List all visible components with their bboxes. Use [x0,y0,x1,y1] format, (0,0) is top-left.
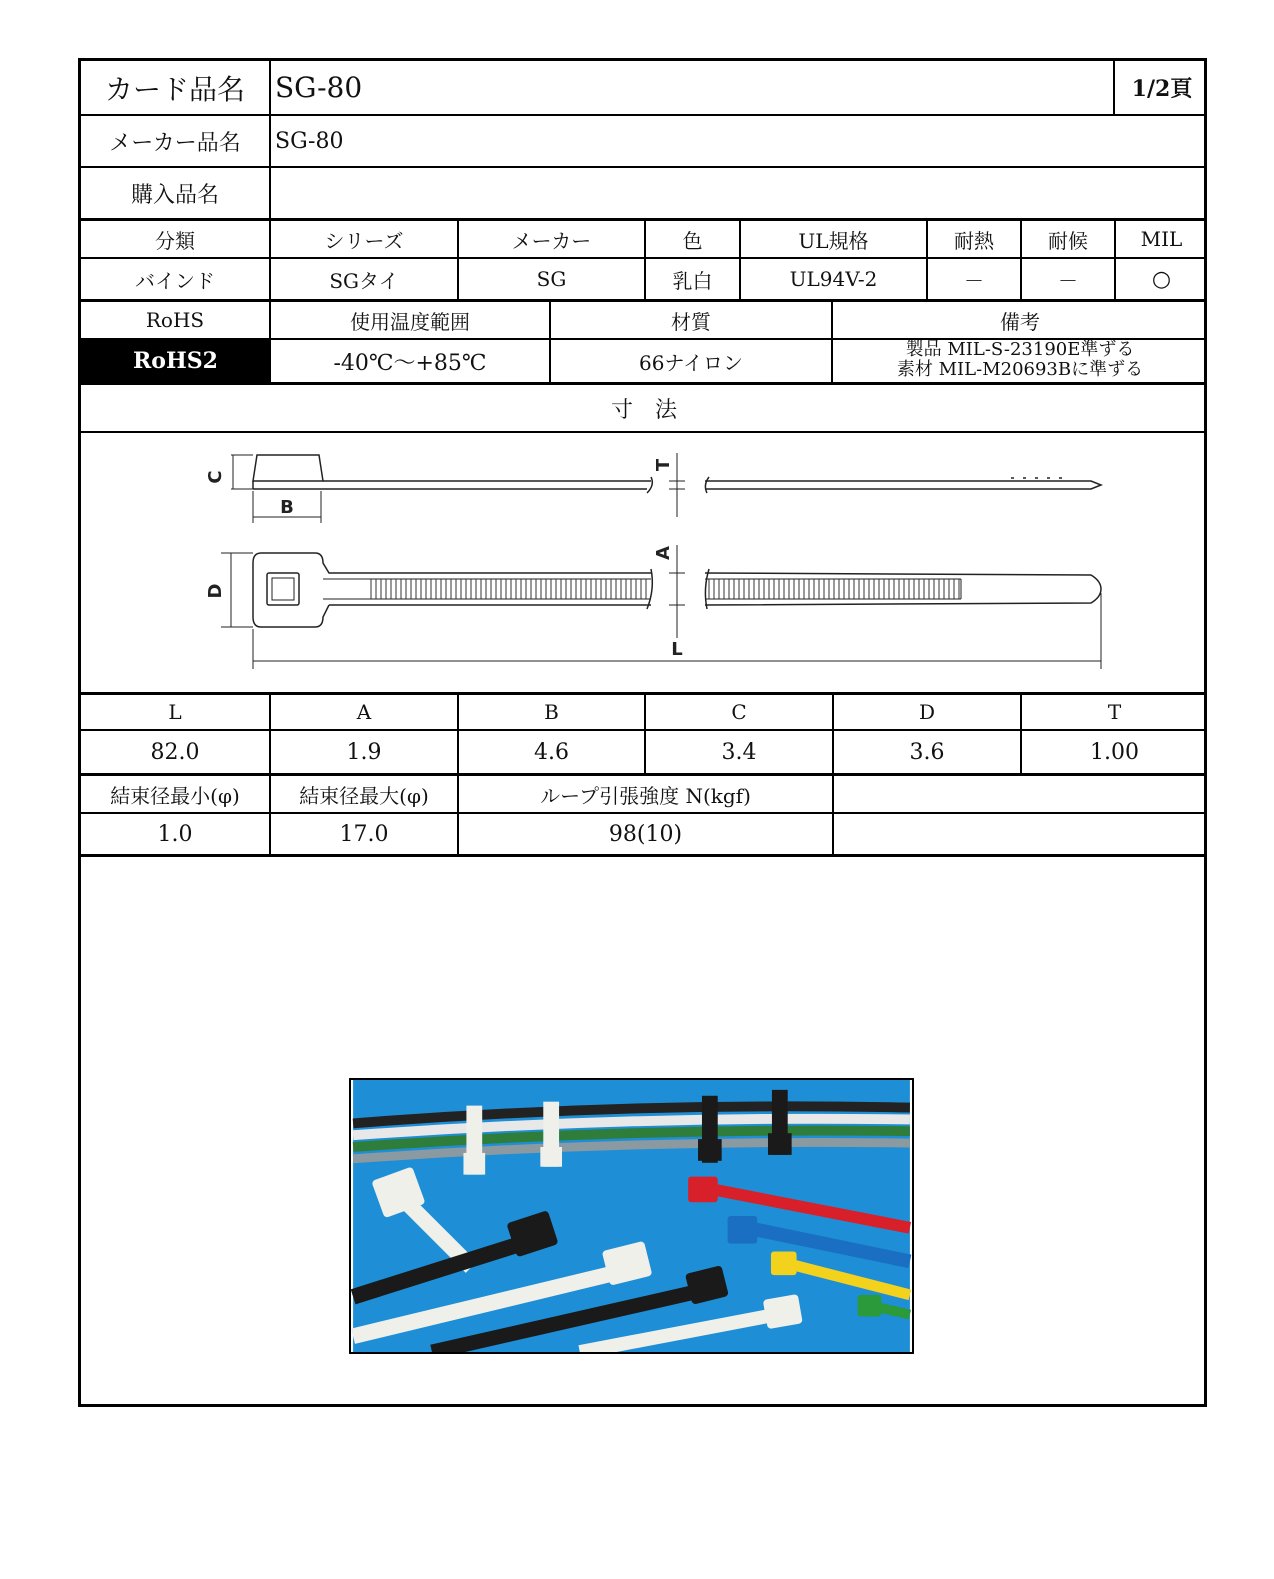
maker-name-label: メーカー品名 [109,130,241,156]
product-photo [349,1078,914,1354]
loop-strength-label: ループ引張強度 N(kgf) [540,783,751,808]
side-view-break-right [705,477,709,493]
spec-value-ul: UL94V-2 [789,267,878,291]
bundle-min-label: 結束径最小(φ) [110,783,240,808]
dim-header-l: L [168,700,182,724]
remarks-label: 備考 [1000,309,1040,334]
dim-value-t: 1.00 [1090,739,1139,765]
dim-value-b: 4.6 [534,739,569,765]
page-number: 1/2頁 [1131,76,1193,102]
side-view-break-left [647,477,652,493]
spec-value-color: 乳白 [672,268,713,293]
spec-header-color: 色 [682,228,703,253]
dimensions-title: 寸 法 [610,397,677,423]
bundle-max-label: 結束径最大(φ) [299,783,429,808]
purchase-name-label: 購入品名 [130,182,219,208]
label-l: L [671,639,683,660]
maker-name-value: SG-80 [275,128,344,154]
material-label: 材質 [671,309,711,334]
spec-value-series: SGタイ [329,268,399,293]
remarks-line-1: 製品 MIL-S-23190E準ずる [905,340,1135,360]
remarks-line-2: 素材 MIL-M20693Bに準ずる [896,359,1144,380]
spec-header-category: 分類 [155,228,195,253]
spec-header-series: シリーズ [324,228,404,253]
temp-range-label: 使用温度範囲 [350,309,470,334]
purchase-name-value [271,168,1171,218]
temp-range-value: -40℃～+85℃ [333,350,487,376]
bundle-max-value: 17.0 [339,821,389,847]
dim-header-d: D [918,700,936,724]
spec-value-weather: － [1058,268,1078,293]
spec-header-weather: 耐候 [1048,228,1088,253]
cable-tie-drawing [81,433,1207,691]
spec-value-category: バインド [135,268,215,293]
spec-header-heat: 耐熱 [954,228,994,253]
spec-header-mil: MIL [1140,227,1183,251]
side-view-tail [705,481,1101,489]
label-d: D [205,583,226,599]
dim-header-c: C [731,700,747,724]
card-name-value: SG-80 [275,71,363,104]
label-t: T [653,458,674,472]
loop-strength-value: 98(10) [608,821,683,847]
label-a: A [653,546,674,560]
dim-header-a: A [356,700,372,724]
spec-value-maker: SG [536,267,567,291]
remarks-value [833,340,1207,382]
card-name-label: カード品名 [104,72,245,106]
dim-value-d: 3.6 [909,739,945,765]
spec-header-ul: UL規格 [798,228,869,253]
dim-value-a: 1.9 [346,739,382,765]
side-view-head [253,455,323,481]
dim-value-c: 3.4 [721,739,757,765]
dim-header-b: B [544,700,559,724]
spec-header-maker: メーカー [511,228,592,253]
rohs-label: RoHS [145,308,205,332]
material-value: 66ナイロン [638,350,744,375]
spec-value-heat: － [964,268,984,293]
product-card [78,58,1207,1407]
label-c: C [205,470,226,484]
rohs-value-badge: RoHS2 [81,340,270,382]
spec-value-mil: ○ [1151,266,1172,292]
dim-header-t: T [1107,700,1122,724]
dim-value-l: 82.0 [150,739,200,765]
label-b: B [280,497,294,518]
bundle-min-value: 1.0 [157,821,193,847]
